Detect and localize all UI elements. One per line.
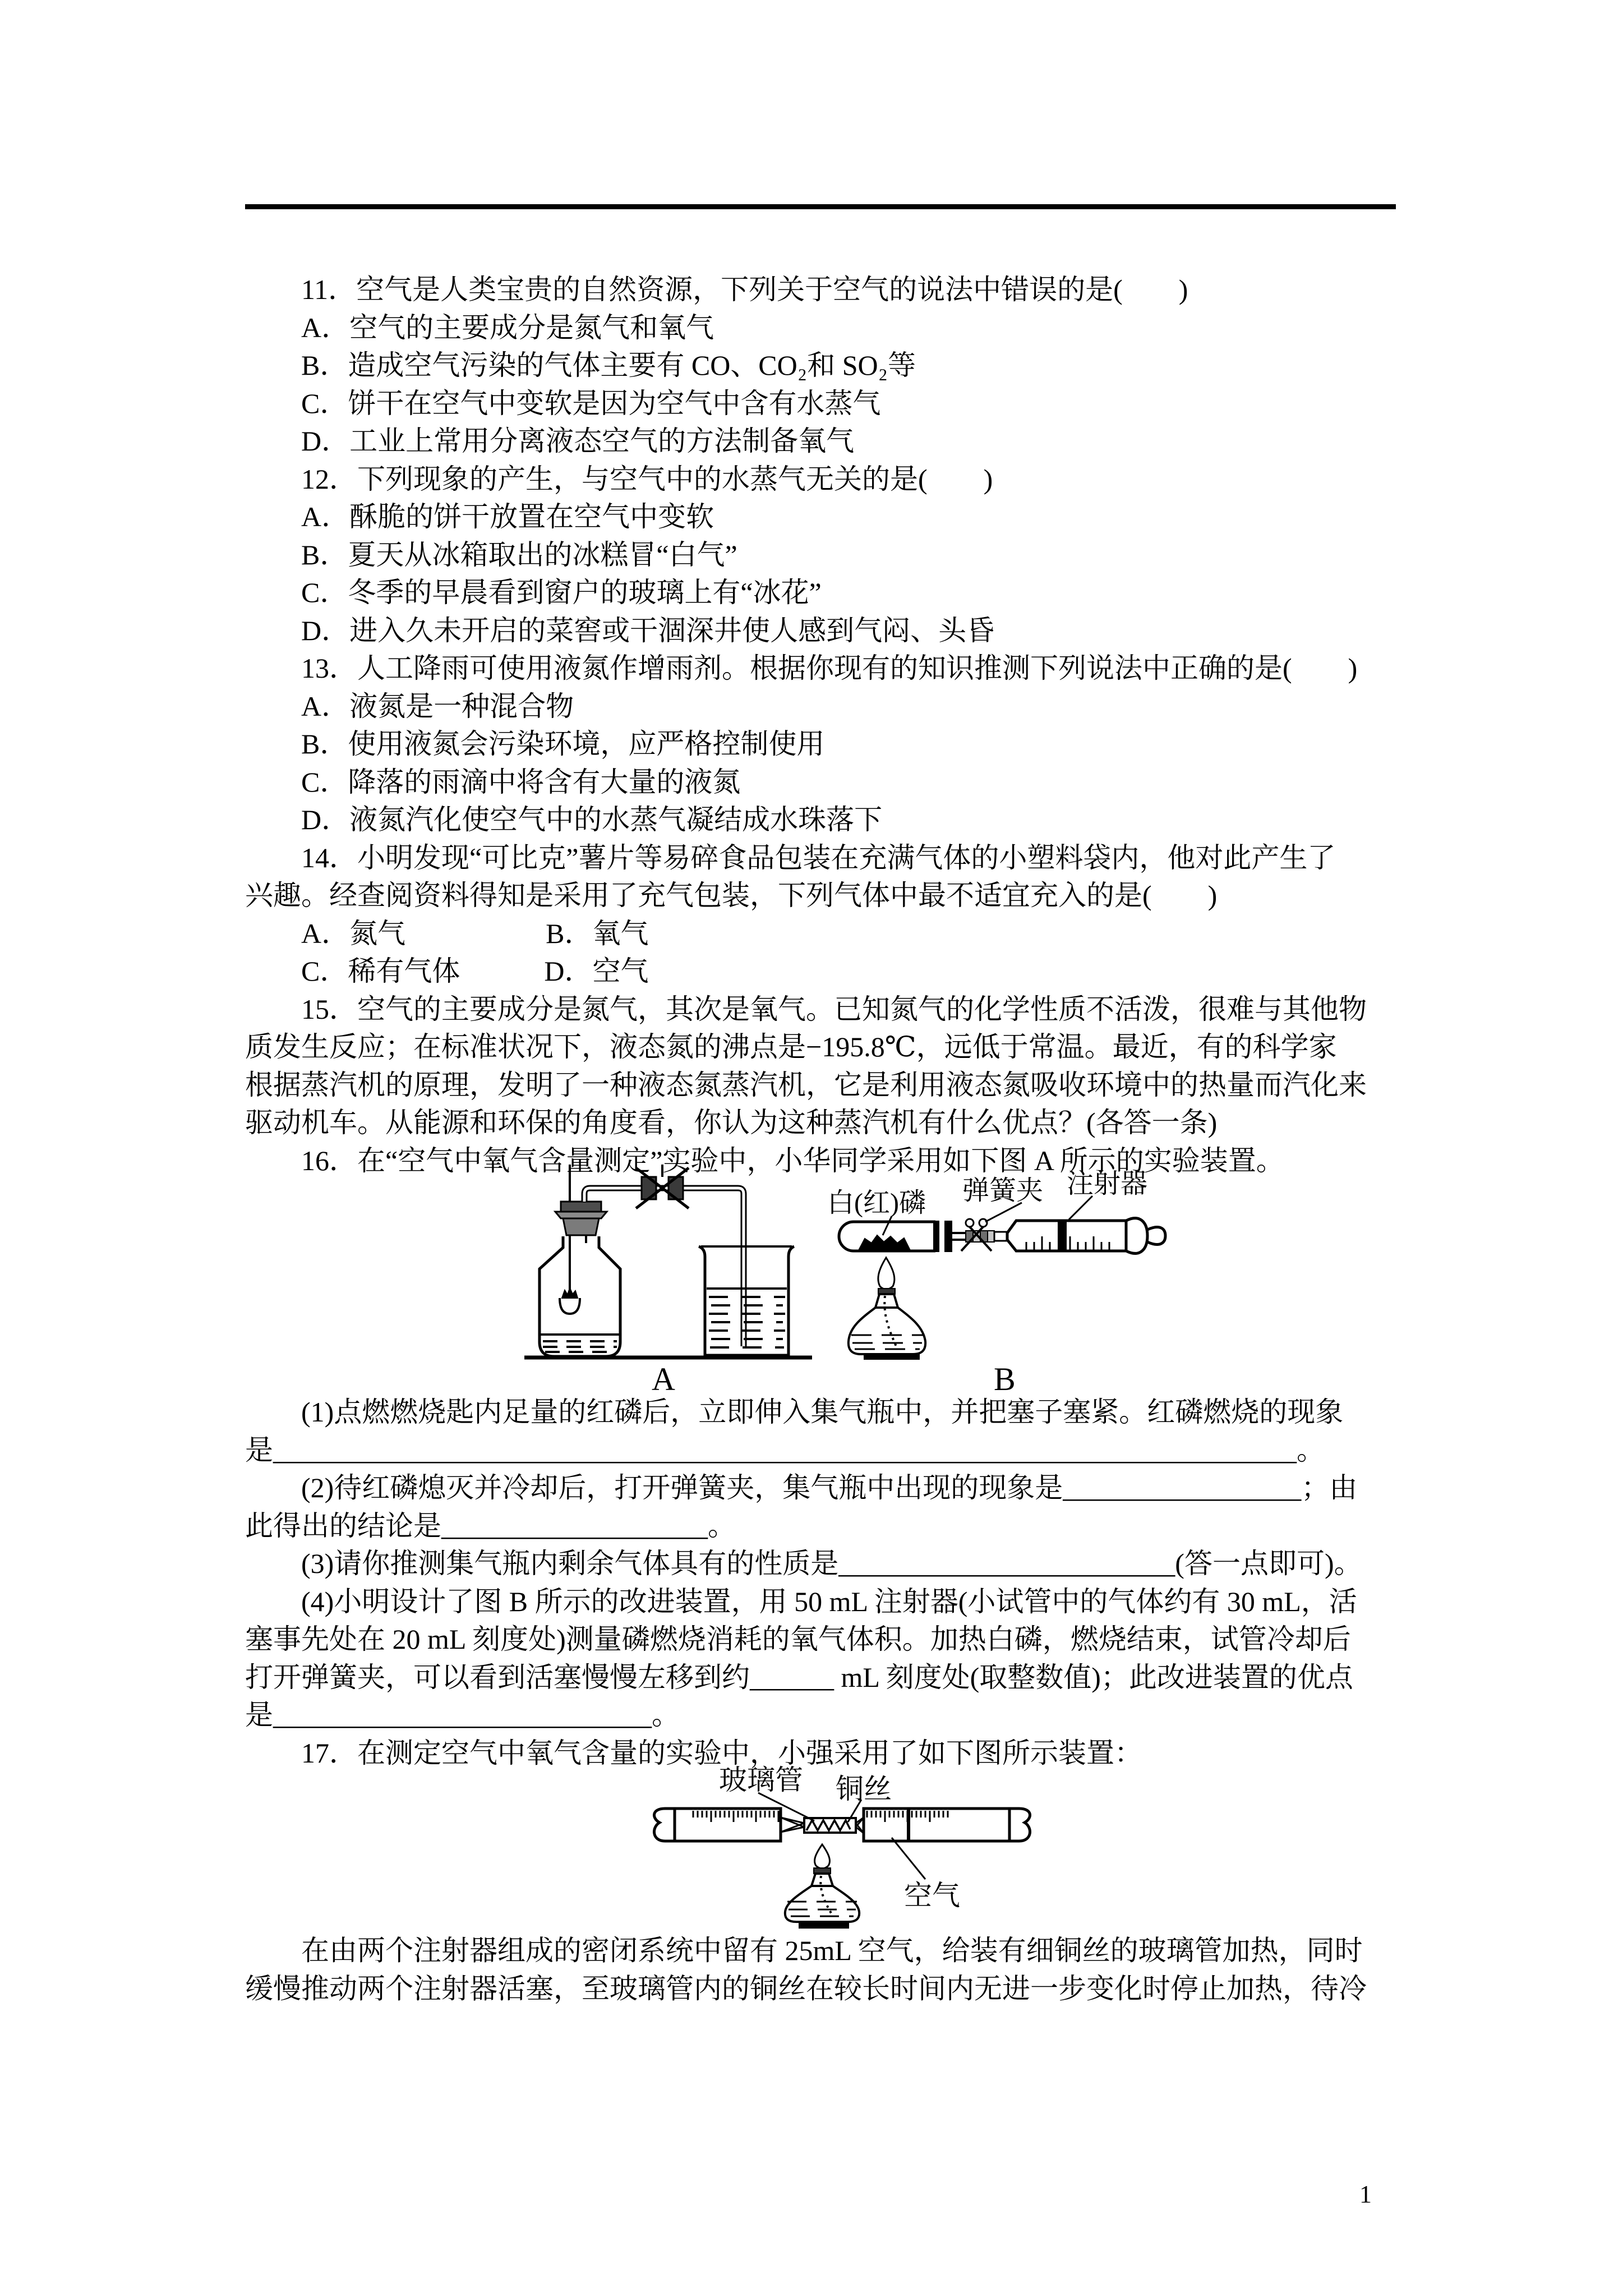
- figure-q17-apparatus: [634, 1750, 1060, 1935]
- syringe-b-flange: [1126, 1218, 1147, 1254]
- q16-part4-line-3: 打开弹簧夹，可以看到活塞慢慢左移到约______ mL 刻度处(取整数值)；此改进装置的优点: [245, 1661, 1353, 1693]
- lamp-17-base: [799, 1922, 849, 1929]
- page-number: 1: [1359, 2180, 1372, 2208]
- burning-spoon-cup: [560, 1298, 580, 1314]
- label-spring-clip: 弹簧夹: [962, 1176, 1044, 1205]
- question-12-option-a: A．酥脆的饼干放置在空气中变软: [245, 501, 714, 532]
- question-14-options-ab: A．氮气 B．氧气: [245, 917, 649, 949]
- alcohol-lamp-b: [849, 1258, 925, 1360]
- question-16: 16．在“空气中氧气含量测定”实验中，小华同学采用如下图 A 所示的实验装置。: [245, 1144, 1284, 1176]
- question-14-line-1: 14．小明发现“可比克”薯片等易碎食品包装在充满气体的小塑料袋内，他对此产生了: [245, 841, 1336, 873]
- syringe-b-plunger-seal: [1058, 1221, 1067, 1251]
- q17-body-line-2: 缓慢推动两个注射器活塞，至玻璃管内的铜丝在较长时间内无进一步变化时停止加热，待冷: [245, 1972, 1367, 2004]
- label-white-red-phosphorus: 白(红)磷: [827, 1188, 926, 1218]
- connector-tube: [952, 1233, 966, 1240]
- question-15-line-2: 质发生反应；在标准状况下，液态氮的沸点是−195.8℃，远低于常温。最近，有的科学家: [245, 1031, 1337, 1062]
- lamp-b-base: [864, 1353, 920, 1360]
- right-plunger-knob: [1009, 1809, 1030, 1841]
- label-syringe: 注射器: [1067, 1169, 1148, 1199]
- apparatus-b: [839, 1196, 1165, 1360]
- left-joint: [781, 1818, 804, 1832]
- question-14-options-cd: C．稀有气体 D．空气: [245, 955, 649, 987]
- syringe-b-thumb-rest: [1147, 1227, 1165, 1245]
- q16-part3: (3)请你推测集气瓶内剩余气体具有的性质是________________________(答一点即可)。: [245, 1548, 1362, 1579]
- q16-part4-line-4: 是___________________________。: [245, 1699, 680, 1731]
- lamp-b-fuel-lines: [851, 1335, 923, 1349]
- question-11-option-a: A．空气的主要成分是氮气和氧气: [245, 311, 714, 343]
- caption-apparatus-a: A: [652, 1361, 675, 1397]
- question-12-option-c: C．冬季的早晨看到窗户的玻璃上有“冰花”: [245, 577, 822, 608]
- syringe-b-scale-ticks: [1026, 1236, 1109, 1250]
- q16-part2-line-2: 此得出的结论是___________________。: [245, 1510, 736, 1542]
- label-leader-lines-17: [758, 1793, 925, 1879]
- gas-bottle: [540, 1236, 620, 1356]
- tube-mouth-ring-2: [944, 1221, 952, 1252]
- question-12: 12．下列现象的产生，与空气中的水蒸气无关的是( ): [245, 463, 993, 495]
- syringe-b: [1007, 1218, 1165, 1254]
- bottle-water-dashes: [543, 1341, 617, 1352]
- question-13-option-d: D．液氮汽化使空气中的水蒸气凝结成水珠落下: [245, 804, 883, 835]
- question-12-option-d: D．进入久未开启的菜窖或干涸深井使人感到气闷、头昏: [245, 614, 995, 646]
- syringe-nozzle: [994, 1232, 1007, 1241]
- question-11-option-d: D．工业上常用分离液态空气的方法制备氧气: [245, 425, 855, 457]
- q16-part1-line-2: 是_________________________________________________________________________。: [245, 1434, 1325, 1466]
- question-13: 13．人工降雨可使用液氮作增雨剂。根据你现有的知识推测下列说法中正确的是( ): [245, 652, 1358, 684]
- right-syringe: [864, 1809, 1030, 1841]
- apparatus-a: [524, 1165, 812, 1358]
- label-copper-wire: 铜丝: [836, 1773, 892, 1805]
- beaker-water-dashes: [709, 1297, 785, 1347]
- rubber-stopper: [555, 1202, 607, 1235]
- label-glass-tube: 玻璃管: [719, 1764, 803, 1796]
- question-17: 17．在测定空气中氧气含量的实验中，小强采用了如下图所示装置：: [245, 1737, 1142, 1769]
- phosphorus-in-spoon: [562, 1288, 578, 1298]
- spring-clip: [961, 1219, 994, 1251]
- left-syringe: [654, 1809, 781, 1841]
- left-plunger-knob: [654, 1809, 675, 1841]
- caption-apparatus-b: B: [994, 1361, 1016, 1397]
- question-11-option-b: B．造成空气污染的气体主要有 CO、CO₂和 SO₂等: [245, 349, 916, 381]
- figure-q16-apparatus: [505, 1156, 1211, 1402]
- question-14-line-2: 兴趣。经查阅资料得知是采用了充气包装，下列气体中最不适宜充入的是( ): [245, 880, 1218, 911]
- pinch-valve: [636, 1165, 689, 1208]
- question-15-line-1: 15．空气的主要成分是氮气，其次是氧气。已知氮气的化学性质不活泼，很难与其他物: [245, 993, 1367, 1025]
- q16-part1-line-1: (1)点燃燃烧匙内足量的红磷后，立即伸入集气瓶中，并把塞子塞紧。红磷燃烧的现象: [245, 1396, 1344, 1428]
- closed-system: [654, 1793, 1030, 1929]
- copper-wire-coil: [806, 1820, 850, 1830]
- lamp-b-wick: [884, 1296, 896, 1346]
- question-13-option-b: B．使用液氮会污染环境，应严格控制使用: [245, 728, 825, 760]
- header-rule: [245, 204, 1396, 209]
- question-15-line-4: 驱动机车。从能源和环保的角度看，你认为这种蒸汽机有什么优点？(各答一条): [245, 1107, 1218, 1138]
- white-red-phosphorus-pile: [859, 1235, 910, 1249]
- question-11-option-c: C．饼干在空气中变软是因为空气中含有水蒸气: [245, 387, 881, 419]
- question-12-option-b: B．夏天从冰箱取出的冰糕冒“白气”: [245, 539, 737, 570]
- label-air: 空气: [904, 1880, 960, 1911]
- q16-part4-line-2: 塞事先处在 20 mL 刻度处)测量磷燃烧消耗的氧气体积。加热白磷，燃烧结束，试管冷却后: [245, 1623, 1351, 1655]
- tube-mouth-ring-1: [933, 1221, 939, 1252]
- question-13-option-a: A．液氮是一种混合物: [245, 690, 574, 722]
- q16-part4-line-1: (4)小明设计了图 B 所示的改进装置，用 50 mL 注射器(小试管中的气体约有 30 mL，活: [245, 1585, 1357, 1617]
- q16-part2-line-1: (2)待红磷熄灭并冷却后，打开弹簧夹，集气瓶中出现的现象是_________________；由: [245, 1472, 1358, 1503]
- question-11: 11．空气是人类宝贵的自然资源，下列关于空气的说法中错误的是( ): [245, 274, 1188, 305]
- question-15-line-3: 根据蒸汽机的原理，发明了一种液态氮蒸汽机，它是利用液态氮吸收环境中的热量而汽化来: [245, 1069, 1367, 1101]
- q17-body-line-1: 在由两个注射器组成的密闭系统中留有 25mL 空气，给装有细铜丝的玻璃管加热，同时: [245, 1935, 1363, 1966]
- left-syringe-scale-ticks: [693, 1811, 778, 1822]
- alcohol-lamp-17: [785, 1844, 859, 1929]
- lamp-17-fuel-lines: [787, 1902, 857, 1916]
- question-13-option-c: C．降落的雨滴中将含有大量的液氮: [245, 766, 741, 798]
